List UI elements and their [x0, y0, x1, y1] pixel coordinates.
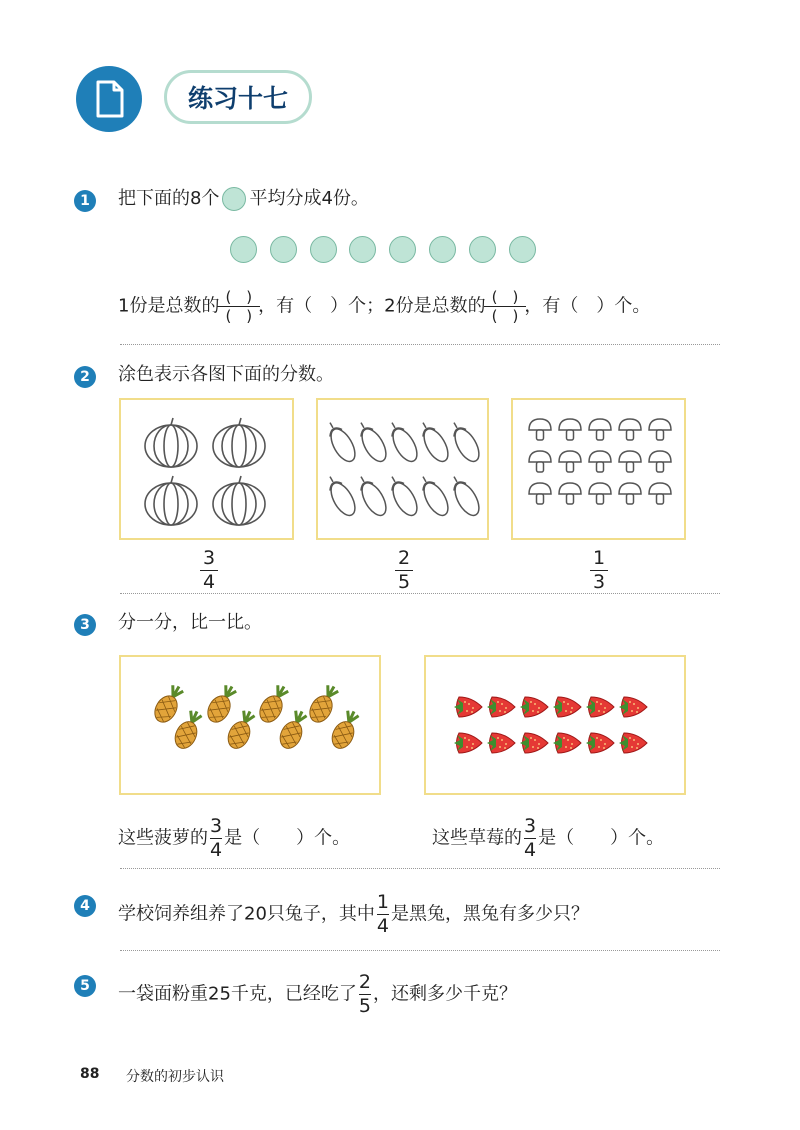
fraction-2-5: $\frac{2}{5}$: [358, 971, 371, 1017]
fraction-1-4: $\frac{1}{4}$: [376, 891, 389, 937]
q3-left-a: 这些菠萝的: [118, 827, 208, 849]
q4-text-a: 学校饲养组养了20只兔子，其中: [118, 903, 375, 925]
mushroom-icon[interactable]: [529, 483, 551, 504]
circle-icon: [222, 187, 246, 211]
mushroom-icon[interactable]: [559, 451, 581, 472]
pineapple-icon[interactable]: [171, 707, 206, 752]
chapter-title: 分数的初步认识: [126, 1069, 224, 1085]
strawberry-icon[interactable]: [619, 697, 647, 717]
mushroom-icon[interactable]: [589, 451, 611, 472]
strawberry-icon[interactable]: [487, 697, 515, 717]
divider: [120, 868, 720, 869]
pineapple-box[interactable]: [119, 655, 381, 795]
pineapple-icon[interactable]: [255, 681, 292, 726]
strawberry-icon[interactable]: [520, 733, 548, 753]
q3-left-line: [118, 816, 350, 861]
strawberry-icon[interactable]: [619, 733, 647, 753]
eggplant-box[interactable]: [316, 398, 489, 540]
strawberry-icon[interactable]: [454, 733, 482, 753]
q3-right-line: [432, 816, 664, 861]
eggplant-icon[interactable]: [384, 472, 422, 519]
q3-left-b[interactable]: 是（ ）个。: [224, 827, 351, 849]
q3-right-b[interactable]: 是（ ）个。: [538, 827, 665, 849]
pumpkin-box[interactable]: [119, 398, 294, 540]
mushroom-icon[interactable]: [559, 419, 581, 440]
q1-line-b: ，有（ ）个；2份是总数的: [258, 295, 486, 317]
pumpkin-icon[interactable]: [145, 418, 197, 467]
mushroom-icon[interactable]: [589, 483, 611, 504]
strawberry-icon[interactable]: [520, 697, 548, 717]
fraction-2-5: 2 5: [395, 548, 413, 593]
eggplant-icon[interactable]: [322, 472, 360, 519]
pumpkin-icon[interactable]: [213, 476, 265, 525]
pineapple-icon[interactable]: [305, 681, 342, 726]
eggplant-icon[interactable]: [322, 418, 360, 465]
pumpkin-group: [121, 400, 291, 537]
strawberry-icon[interactable]: [586, 733, 614, 753]
pineapple-group: [121, 657, 378, 792]
q1-line-c: ，有（ ）个。: [524, 295, 651, 317]
pineapple-icon[interactable]: [224, 707, 259, 752]
mushroom-icon[interactable]: [559, 483, 581, 504]
eggplant-icon[interactable]: [446, 472, 484, 519]
page-title: 练习十七: [164, 70, 312, 124]
q5-text: [118, 972, 517, 1017]
fraction-3-4: $\frac{3}{4}$: [524, 815, 537, 861]
strawberry-icon[interactable]: [586, 697, 614, 717]
pumpkin-icon[interactable]: [213, 418, 265, 467]
mushroom-icon[interactable]: [649, 419, 671, 440]
q3-right-a: 这些草莓的: [432, 827, 522, 849]
q4-text: [118, 892, 589, 937]
question-number-5: 5: [74, 975, 96, 997]
fraction-1-3: 1 3: [590, 548, 608, 593]
mushroom-icon[interactable]: [619, 451, 641, 472]
circle-icon[interactable]: [429, 236, 456, 263]
q1-line-a: 1份是总数的: [118, 295, 220, 317]
mushroom-group: [513, 400, 683, 537]
q1-text-b: 平均分成4份。: [249, 188, 369, 209]
divider: [120, 593, 720, 594]
q4-text-b: 是黑兔，黑兔有多少只？: [391, 903, 589, 925]
divider: [120, 950, 720, 951]
strawberry-box[interactable]: [424, 655, 686, 795]
mushroom-icon[interactable]: [619, 483, 641, 504]
q1-text-a: 把下面的8个: [118, 188, 220, 209]
fraction-blank[interactable]: $\frac{( )}{( )}$: [221, 289, 256, 324]
mushroom-icon[interactable]: [649, 451, 671, 472]
circle-icon[interactable]: [389, 236, 416, 263]
strawberry-icon[interactable]: [553, 733, 581, 753]
question-number-4: 4: [74, 895, 96, 917]
pineapple-icon[interactable]: [150, 681, 187, 726]
eggplant-icon[interactable]: [446, 418, 484, 465]
q1-answer-line: [118, 289, 650, 324]
fraction-3-4: $\frac{3}{4}$: [210, 815, 223, 861]
pineapple-icon[interactable]: [328, 707, 363, 752]
q3-text: 分一分，比一比。: [118, 612, 262, 633]
question-number-3: 3: [74, 614, 96, 636]
pineapple-icon[interactable]: [276, 707, 311, 752]
eggplant-icon[interactable]: [353, 472, 391, 519]
fraction-3-4: 3 4: [200, 548, 218, 593]
mushroom-icon[interactable]: [529, 451, 551, 472]
mushroom-icon[interactable]: [649, 483, 671, 504]
strawberry-group: [426, 657, 683, 792]
circle-icon[interactable]: [270, 236, 297, 263]
pineapple-icon[interactable]: [203, 681, 240, 726]
circle-icon[interactable]: [349, 236, 376, 263]
mushroom-icon[interactable]: [619, 419, 641, 440]
question-number-2: 2: [74, 366, 96, 388]
circle-icon[interactable]: [310, 236, 337, 263]
mushroom-box[interactable]: [511, 398, 686, 540]
circle-icon[interactable]: [469, 236, 496, 263]
strawberry-icon[interactable]: [487, 733, 515, 753]
pumpkin-icon[interactable]: [145, 476, 197, 525]
strawberry-icon[interactable]: [553, 697, 581, 717]
fraction-blank[interactable]: $\frac{( )}{( )}$: [488, 289, 523, 324]
question-number-1: 1: [74, 190, 96, 212]
divider: [120, 344, 720, 345]
q1-text: [118, 187, 369, 211]
circle-icon[interactable]: [230, 236, 257, 263]
eggplant-icon[interactable]: [384, 418, 422, 465]
eggplant-icon[interactable]: [415, 418, 453, 465]
mushroom-icon[interactable]: [529, 419, 551, 440]
q5-text-a: 一袋面粉重25千克，已经吃了: [118, 983, 357, 1005]
page-number: 88: [80, 1066, 100, 1082]
q5-text-b: ，还剩多少千克？: [373, 983, 517, 1005]
circle-icon[interactable]: [509, 236, 536, 263]
eggplant-icon[interactable]: [415, 472, 453, 519]
q1-circle-row: [230, 236, 548, 263]
eggplant-group: [318, 400, 486, 537]
strawberry-icon[interactable]: [454, 697, 482, 717]
eggplant-icon[interactable]: [353, 418, 391, 465]
exercise-icon: [76, 66, 142, 132]
mushroom-icon[interactable]: [589, 419, 611, 440]
q2-text: 涂色表示各图下面的分数。: [118, 364, 334, 385]
